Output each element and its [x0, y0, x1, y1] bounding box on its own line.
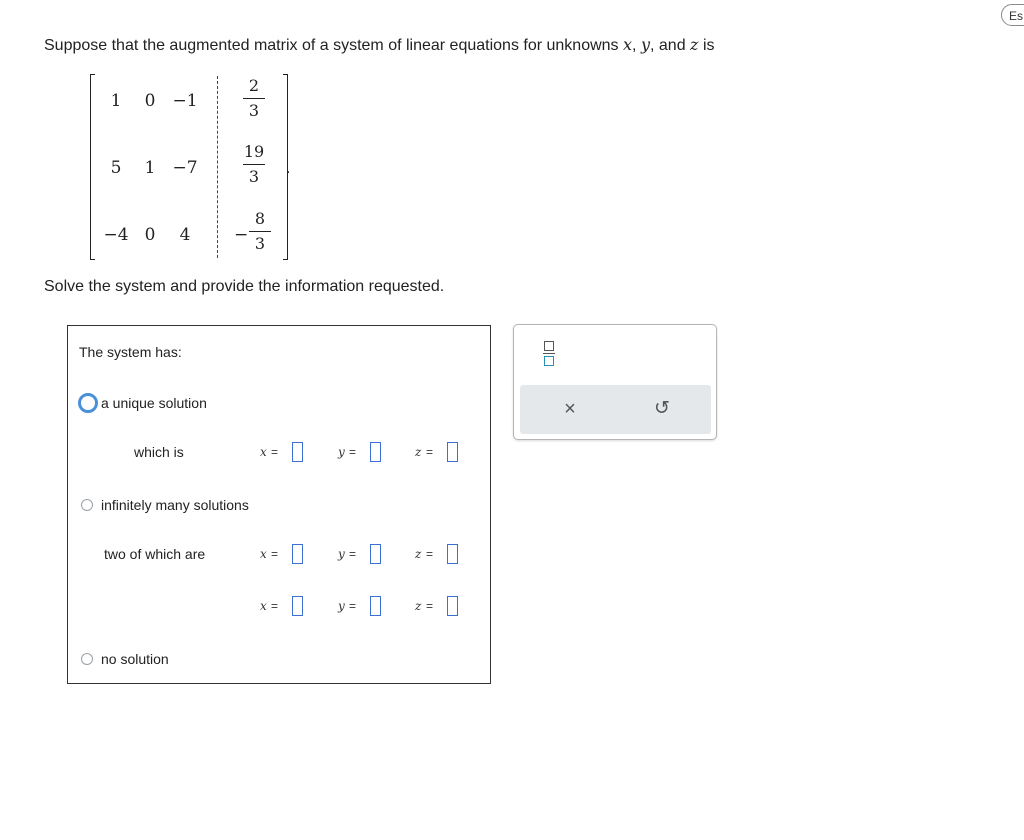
option-infinite-label: infinitely many solutions	[101, 497, 249, 513]
matrix-period: .	[286, 160, 291, 177]
comma-and: , and	[650, 37, 686, 54]
matrix-fraction	[245, 209, 275, 254]
unique-sub-label: which is	[134, 444, 184, 460]
y-label: y	[338, 445, 345, 459]
matrix-cell: −1	[172, 91, 198, 111]
undo-icon[interactable]: ↺	[654, 398, 670, 419]
clear-icon[interactable]: ×	[564, 398, 576, 420]
answer-panel	[67, 325, 491, 684]
infinite-y2-input[interactable]	[370, 596, 381, 616]
x-label: x	[260, 445, 267, 459]
fraction-numerator: 2	[248, 76, 260, 95]
equals-sign: =	[271, 445, 279, 459]
question-intro: Suppose that the augmented matrix of a system of linear equations for unknowns	[44, 37, 619, 54]
question-text	[44, 35, 715, 55]
equals-sign: =	[349, 599, 357, 613]
fraction-denominator: 3	[248, 167, 260, 186]
radio-infinite-solutions[interactable]	[81, 499, 93, 511]
x-label: x	[260, 599, 267, 613]
infinite-x2-input[interactable]	[292, 596, 303, 616]
z-label: z	[415, 547, 422, 561]
matrix-cell: −7	[172, 158, 198, 178]
numerator-slot-icon	[544, 341, 554, 351]
equals-sign: =	[271, 599, 279, 613]
option-unique-label: a unique solution	[101, 395, 207, 411]
matrix-cell: 4	[179, 225, 191, 245]
option-none-label: no solution	[101, 651, 169, 667]
matrix-fraction	[239, 76, 269, 121]
answer-heading: The system has:	[79, 344, 182, 360]
fraction-bar	[243, 98, 265, 99]
fraction-sign: −	[234, 225, 249, 245]
equals-sign: =	[426, 547, 434, 561]
fraction-denominator: 3	[254, 234, 266, 253]
infinite-sub-label: two of which are	[104, 546, 206, 562]
fraction-icon[interactable]	[543, 341, 557, 371]
fraction-numerator: 8	[254, 209, 266, 228]
z-label: z	[415, 445, 422, 459]
infinite-y1-input[interactable]	[370, 544, 381, 564]
equals-sign: =	[349, 445, 357, 459]
matrix-cell: 1	[110, 91, 122, 111]
math-toolbar	[513, 324, 717, 440]
fraction-numerator: 19	[243, 142, 265, 161]
matrix-fraction	[239, 142, 269, 187]
infinite-z2-input[interactable]	[447, 596, 458, 616]
unique-y-input[interactable]	[370, 442, 381, 462]
fraction-line-icon	[543, 353, 555, 354]
augment-divider	[217, 76, 218, 258]
equals-sign: =	[271, 547, 279, 561]
language-button[interactable]: Es	[1001, 4, 1024, 26]
denominator-slot-icon	[544, 356, 554, 366]
comma: ,	[632, 37, 637, 54]
var-y: y	[640, 35, 650, 54]
fraction-denominator: 3	[248, 101, 260, 120]
equals-sign: =	[349, 547, 357, 561]
equals-sign: =	[426, 445, 434, 459]
matrix-cell: 1	[144, 158, 156, 178]
infinite-x1-input[interactable]	[292, 544, 303, 564]
matrix-cell: 0	[144, 91, 156, 111]
var-x: x	[623, 35, 633, 54]
matrix-cell: −4	[103, 225, 129, 245]
unique-x-input[interactable]	[292, 442, 303, 462]
matrix-cell: 0	[144, 225, 156, 245]
y-label: y	[338, 547, 345, 561]
matrix-left-bracket	[90, 74, 95, 260]
equals-sign: =	[426, 599, 434, 613]
infinite-z1-input[interactable]	[447, 544, 458, 564]
z-label: z	[415, 599, 422, 613]
unique-z-input[interactable]	[447, 442, 458, 462]
matrix-cell: 5	[110, 158, 122, 178]
fraction-bar	[249, 231, 271, 232]
var-z: z	[690, 35, 699, 54]
x-label: x	[260, 547, 267, 561]
radio-unique-solution[interactable]	[78, 393, 98, 413]
augmented-matrix	[90, 74, 291, 260]
toolbar-action-bar	[520, 385, 711, 434]
question-end: is	[702, 37, 715, 54]
y-label: y	[338, 599, 345, 613]
instruction-text: Solve the system and provide the information requested.	[44, 278, 445, 295]
fraction-bar	[243, 164, 265, 165]
radio-no-solution[interactable]	[81, 653, 93, 665]
